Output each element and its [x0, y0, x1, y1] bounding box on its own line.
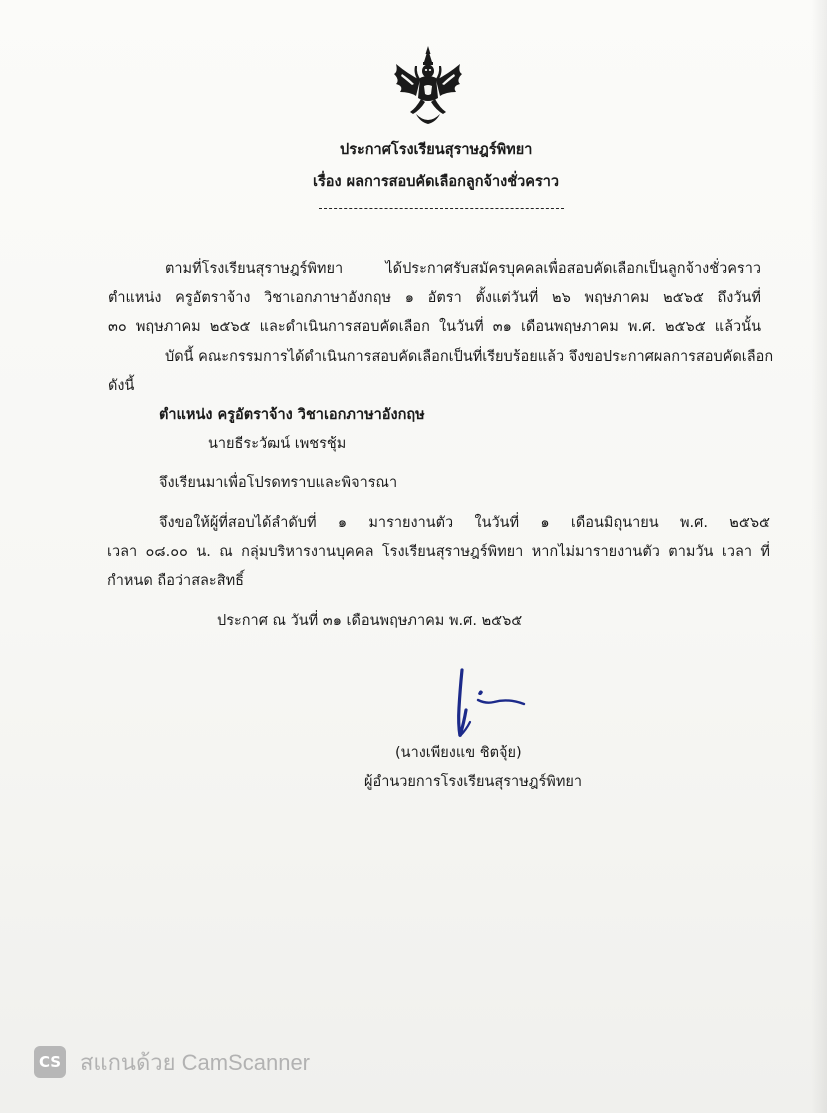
signature — [448, 664, 528, 744]
paragraph-1-line-1: ตามที่โรงเรียนสุราษฎร์พิทยา ได้ประกาศรับสมัครบุคคลเพื่อสอบคัดเลือกเป็นลูกจ้างชั่วคราว — [165, 261, 761, 277]
signer-title: ผู้อำนวยการโรงเรียนสุราษฎร์พิทยา — [364, 774, 583, 790]
garuda-emblem-icon — [386, 44, 470, 128]
announcement-title: ประกาศโรงเรียนสุราษฎร์พิทยา — [340, 142, 533, 158]
announcement-subject: เรื่อง ผลการสอบคัดเลือกลูกจ้างชั่วคราว — [313, 174, 560, 190]
position-label: ตำแหน่ง ครูอัตราจ้าง วิชาเอกภาษาอังกฤษ — [159, 407, 425, 423]
camscanner-icon: CS — [34, 1046, 66, 1078]
signer-name: (นางเพียงแข ชิตจุ้ย) — [395, 745, 522, 761]
camscanner-watermark-text: สแกนด้วย CamScanner — [80, 1050, 311, 1075]
candidate-name: นายธีระวัฒน์ เพชรชุ้ม — [208, 436, 347, 452]
paragraph-3-line-1: จึงขอให้ผู้ที่สอบได้ลำดับที่ ๑ มารายงานตัว ในวันที่ ๑ เดือนมิถุนายน พ.ศ. ๒๕๖๕ — [159, 515, 770, 531]
paragraph-3-line-3: กำหนด ถือว่าสละสิทธิ์ — [107, 573, 244, 589]
closing-request: จึงเรียนมาเพื่อโปรดทราบและพิจารณา — [159, 475, 398, 491]
announcement-date: ประกาศ ณ วันที่ ๓๑ เดือนพฤษภาคม พ.ศ. ๒๕๖๕ — [217, 613, 523, 629]
paragraph-2-line-1: บัดนี้ คณะกรรมการได้ดำเนินการสอบคัดเลือกเป็นที่เรียบร้อยแล้ว จึงขอประกาศผลการสอบคัดเลือก — [165, 349, 774, 365]
paragraph-3-line-2: เวลา ๐๘.๐๐ น. ณ กลุ่มบริหารงานบุคคล โรงเรียนสุราษฎร์พิทยา หากไม่มารายงานตัว ตามวัน เวลา ที่ — [107, 544, 770, 560]
paragraph-2-line-2: ดังนี้ — [108, 378, 135, 394]
separator-line — [319, 208, 564, 209]
paragraph-1-line-3: ๓๐ พฤษภาคม ๒๕๖๕ และดำเนินการสอบคัดเลือก ในวันที่ ๓๑ เดือนพฤษภาคม พ.ศ. ๒๕๖๕ แล้วนั้น — [108, 319, 761, 335]
paragraph-1-line-2: ตำแหน่ง ครูอัตราจ้าง วิชาเอกภาษาอังกฤษ ๑ อัตรา ตั้งแต่วันที่ ๒๖ พฤษภาคม ๒๕๖๕ ถึงวันที่ — [108, 290, 761, 306]
